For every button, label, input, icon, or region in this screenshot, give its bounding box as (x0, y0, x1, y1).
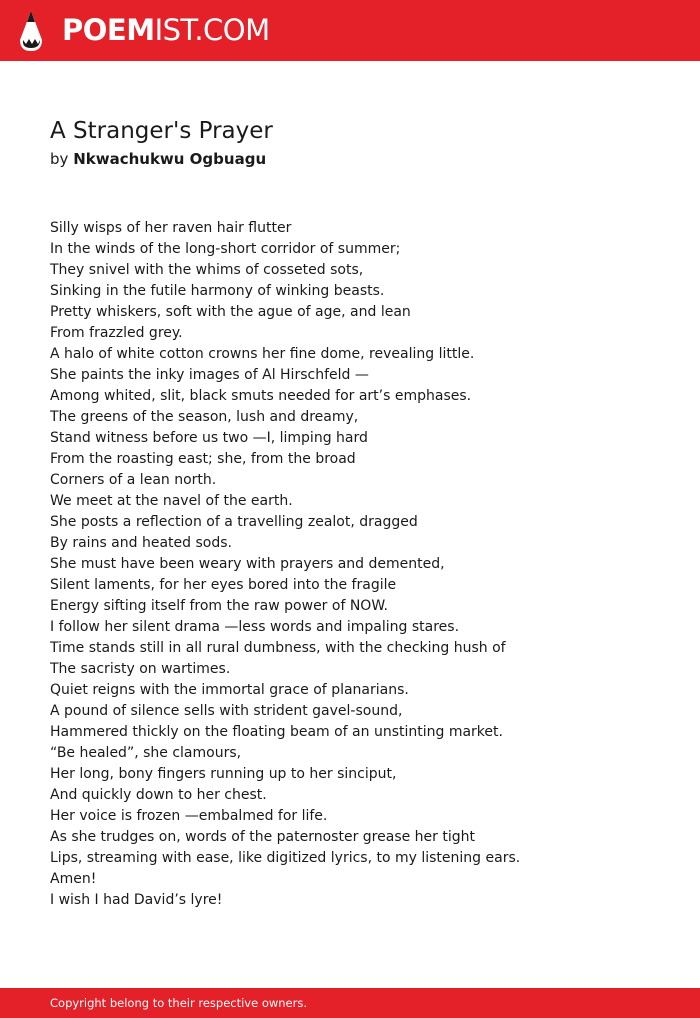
poem-line: Energy sifting itself from the raw power of NOW. (50, 598, 389, 614)
poem-line: She posts a reflection of a travelling zealot, dragged (50, 514, 418, 530)
poem-title: A Stranger's Prayer (50, 118, 273, 144)
logo-text-light: IST.COM (154, 13, 270, 47)
poem-line: I follow her silent drama —less words and impaling stares. (50, 619, 460, 635)
poem-line: Corners of a lean north. (50, 472, 217, 488)
site-header (0, 0, 700, 61)
author-name: Nkwachukwu Ogbuagu (73, 150, 267, 168)
logo-text-bold: POEM (62, 13, 155, 47)
poem-line: Amen! (50, 871, 97, 887)
poem-line: We meet at the navel of the earth. (50, 493, 293, 509)
poem-line: Time stands still in all rural dumbness, with the checking hush of (50, 640, 506, 656)
poem-byline (50, 148, 266, 170)
poem-line: They snivel with the whims of cosseted sots, (50, 262, 364, 278)
copyright-text: Copyright belong to their respective owners. (50, 996, 308, 1010)
poem-line: Her long, bony fingers running up to her sinciput, (50, 766, 397, 782)
poem-line: The sacristy on wartimes. (50, 661, 231, 677)
poem-line: Silly wisps of her raven hair flutter (50, 220, 292, 236)
poem-line: Lips, streaming with ease, like digitized lyrics, to my listening ears. (50, 850, 521, 866)
poem-line: Stand witness before us two —I, limping hard (50, 430, 368, 446)
site-footer (0, 988, 700, 1018)
poem-line: She paints the inky images of Al Hirschfeld — (50, 367, 369, 383)
poem-line: Among whited, slit, black smuts needed for art’s emphases. (50, 388, 472, 404)
poem-line: Sinking in the futile harmony of winking beasts. (50, 283, 385, 299)
poem-line: And quickly down to her chest. (50, 787, 267, 803)
poem-line: Hammered thickly on the floating beam of an unstinting market. (50, 724, 503, 740)
poem-line: From frazzled grey. (50, 325, 183, 341)
pencil-tip-icon (18, 10, 44, 52)
poem-line: A pound of silence sells with strident gavel-sound, (50, 703, 403, 719)
poem-line: In the winds of the long-short corridor of summer; (50, 241, 401, 257)
poem-line: The greens of the season, lush and dreamy, (50, 409, 359, 425)
poem-line: I wish I had David’s lyre! (50, 892, 223, 908)
poem-line: Silent laments, for her eyes bored into the fragile (50, 577, 397, 593)
site-logo[interactable] (62, 12, 270, 48)
by-label: by (50, 150, 69, 168)
poem-line: A halo of white cotton crowns her fine dome, revealing little. (50, 346, 475, 362)
poem-line: From the roasting east; she, from the broad (50, 451, 356, 467)
poem-line: As she trudges on, words of the paternoster grease her tight (50, 829, 475, 845)
poem-line: By rains and heated sods. (50, 535, 232, 551)
poem-line: She must have been weary with prayers and demented, (50, 556, 445, 572)
poem-line: Quiet reigns with the immortal grace of planarians. (50, 682, 409, 698)
poem-line: “Be healed”, she clamours, (50, 745, 242, 761)
poem-line: Pretty whiskers, soft with the ague of age, and lean (50, 304, 411, 320)
poem-body (50, 218, 520, 911)
poem-line: Her voice is frozen —embalmed for life. (50, 808, 328, 824)
